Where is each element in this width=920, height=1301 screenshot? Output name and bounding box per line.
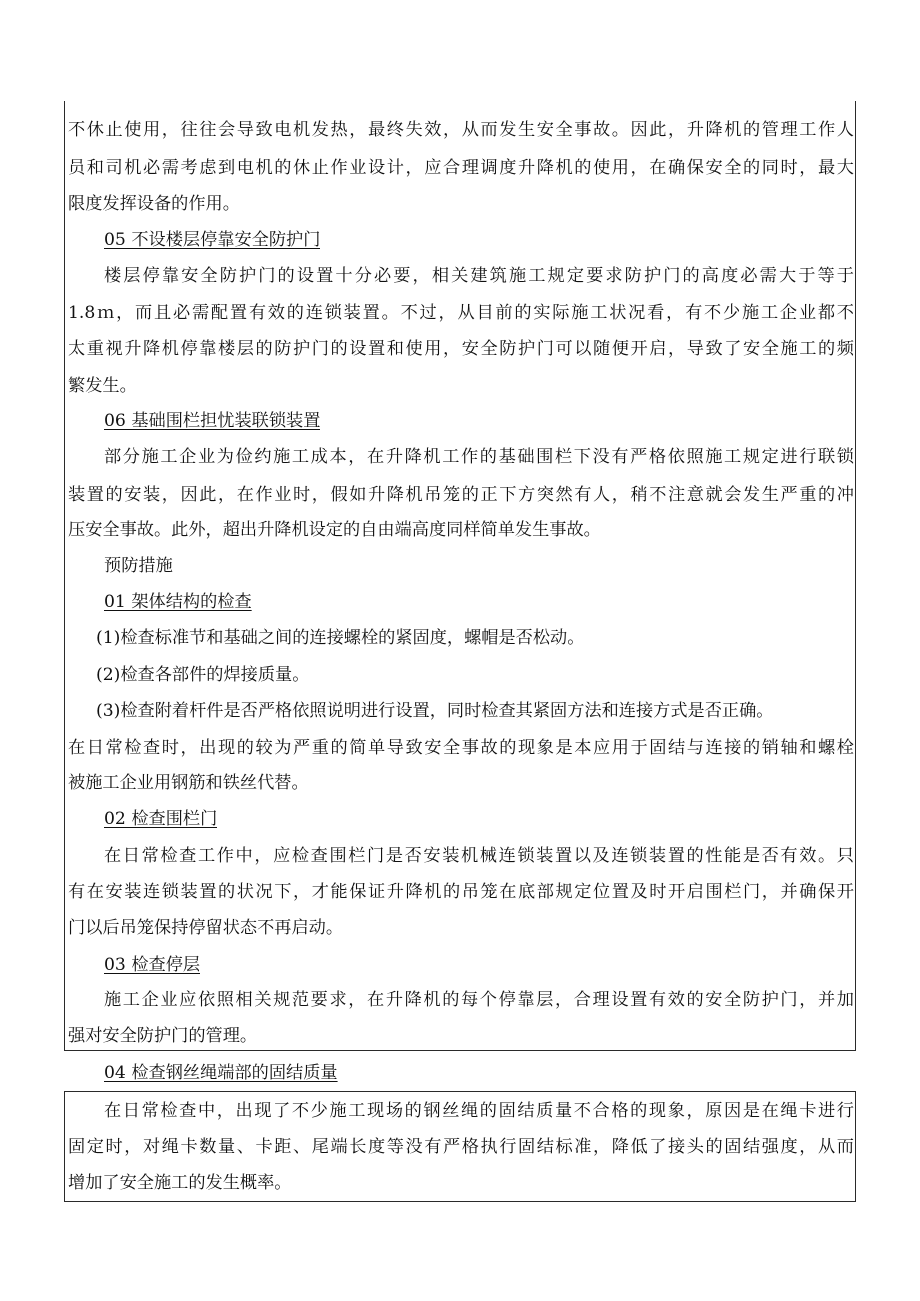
check-item: (3)检查附着杆件是否严格依照说明进行设置，同时检查其紧固方法和连接方式是否正确。	[96, 701, 774, 721]
check-heading-04: 04 检查钢丝绳端部的固结质量	[104, 1063, 338, 1083]
check-item: (2)检查各部件的焊接质量。	[96, 665, 310, 685]
paragraph-line: 被施工企业用钢筋和铁丝代替。	[68, 773, 309, 793]
check-heading-02: 02 检查围栏门	[104, 809, 218, 829]
paragraph-line: 固定时，对绳卡数量、卡距、尾端长度等没有严格执行固结标准，降低了接头的固结强度，从而	[68, 1137, 854, 1157]
paragraph-line: 强对安全防护门的管理。	[68, 1026, 258, 1046]
paragraph-line: 有在安装连锁装置的状况下，才能保证升降机的吊笼在底部规定位置及时开启围栏门，并确保开	[68, 882, 854, 902]
paragraph-line: 员和司机必需考虑到电机的休止作业设计，应合理调度升降机的使用，在确保安全的同时，最大	[68, 158, 854, 178]
check-item: (1)检查标准节和基础之间的连接螺栓的紧固度，螺帽是否松动。	[96, 628, 585, 648]
paragraph-line: 在日常检查时，出现的较为严重的简单导致安全事故的现象是本应用于固结与连接的销轴和螺栓	[68, 738, 854, 758]
prevention-heading: 预防措施	[104, 556, 173, 576]
paragraph-line: 在日常检查工作中，应检查围栏门是否安装机械连锁装置以及连锁装置的性能是否有效。只	[104, 846, 854, 866]
paragraph-line: 繁发生。	[68, 376, 137, 396]
paragraph-line: 施工企业应依照相关规范要求，在升降机的每个停靠层，合理设置有效的安全防护门，并加	[104, 990, 854, 1010]
paragraph-line: 太重视升降机停靠楼层的防护门的设置和使用，安全防护门可以随便开启，导致了安全施工的频	[68, 339, 854, 359]
paragraph-line: 门以后吊笼保持停留状态不再启动。	[68, 918, 344, 938]
paragraph-line: 不休止使用，往往会导致电机发热，最终失效，从而发生安全事故。因此，升降机的管理工作人	[68, 120, 854, 140]
paragraph-line: 限度发挥设备的作用。	[68, 194, 240, 214]
paragraph-line: 在日常检查中，出现了不少施工现场的钢丝绳的固结质量不合格的现象，原因是在绳卡进行	[104, 1101, 854, 1121]
paragraph-line: 部分施工企业为俭约施工成本，在升降机工作的基础围栏下没有严格依照施工规定进行联锁	[104, 447, 854, 467]
check-heading-01: 01 架体结构的检查	[104, 592, 252, 612]
paragraph-line: 楼层停靠安全防护门的设置十分必要，相关建筑施工规定要求防护门的高度必需大于等于	[104, 266, 854, 286]
section-heading-05: 05 不设楼层停靠安全防护门	[104, 230, 321, 250]
check-heading-03: 03 检查停层	[104, 955, 201, 975]
section-heading-06: 06 基础围栏担忧装联锁装置	[104, 411, 321, 431]
paragraph-line: 压安全事故。此外，超出升降机设定的自由端高度同样简单发生事故。	[68, 520, 601, 540]
paragraph-line: 增加了安全施工的发生概率。	[68, 1173, 292, 1193]
paragraph-line: 1.8ｍ，而且必需配置有效的连锁装置。不过，从目前的实际施工状况看，有不少施工企业都不	[68, 303, 854, 323]
paragraph-line: 装置的安装，因此，在作业时，假如升降机吊笼的正下方突然有人，稍不注意就会发生严重的冲	[68, 485, 854, 505]
